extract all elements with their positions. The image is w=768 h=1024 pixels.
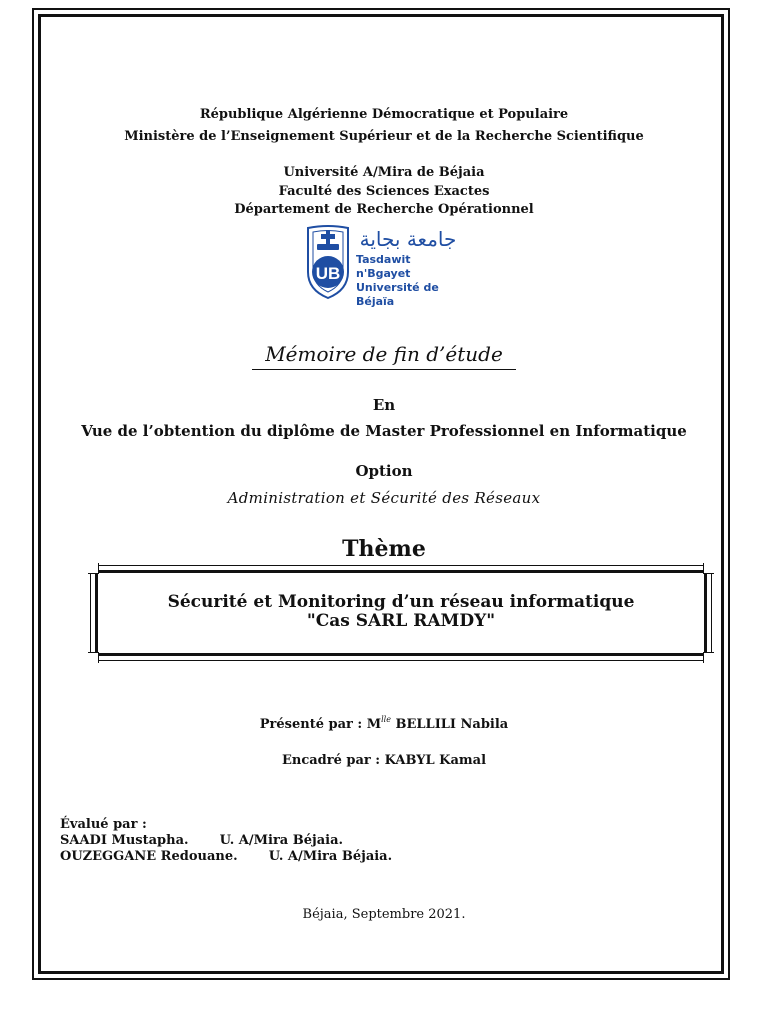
supervised-by: Encadré par : KABYL Kamal — [281, 753, 487, 768]
jury-member — [60, 849, 392, 865]
jury-member-name: OUZEGGANE Redouane. — [60, 849, 238, 864]
jury-member — [60, 833, 392, 849]
faculty-line: Faculté des Sciences Exactes — [278, 184, 490, 199]
diploma-purpose: Vue de l’obtention du diplôme de Master Professionnel en Informatique — [81, 422, 687, 440]
university-logo — [304, 224, 460, 308]
logo-french: Université de Béjaïa — [356, 281, 439, 308]
corner-ornament — [703, 563, 714, 574]
jury-block — [60, 817, 392, 865]
presented-title-sup: lle — [381, 715, 391, 724]
jury-member-affiliation: U. A/Mira Béjaia. — [219, 833, 344, 848]
logo-arabic: جامعة بجاية — [359, 227, 457, 251]
department-line: Département de Recherche Opérationnel — [234, 202, 534, 217]
ministry-line: Ministère de l’Enseignement Supérieur et de la Recherche Scientifique — [124, 129, 644, 144]
theme-box — [90, 565, 712, 661]
republic-line: République Algérienne Démocratique et Populaire — [199, 107, 569, 122]
jury-label: Évalué par : — [60, 817, 147, 832]
place-date: Béjaia, Septembre 2021. — [302, 907, 466, 922]
option-label: Option — [355, 462, 413, 480]
theme-line-1: Sécurité et Monitoring d’un réseau informatique — [167, 592, 635, 612]
option-value: Administration et Sécurité des Réseaux — [227, 489, 541, 507]
corner-ornament — [88, 563, 99, 574]
en-label: En — [372, 396, 396, 414]
emblem-letters: UB — [315, 264, 341, 283]
corner-ornament — [703, 652, 714, 663]
logo-berber: Tasdawit n'Bgayet — [356, 253, 411, 280]
jury-member-affiliation: U. A/Mira Béjaia. — [268, 849, 393, 864]
jury-member-name: SAADI Mustapha. — [60, 833, 189, 848]
corner-ornament — [88, 652, 99, 663]
university-line: Université A/Mira de Béjaia — [283, 165, 485, 180]
presented-prefix: Présenté par : M — [259, 717, 382, 732]
memoire-title: Mémoire de fin d’étude — [252, 340, 516, 370]
presented-by — [0, 715, 768, 732]
theme-label: Thème — [342, 536, 426, 562]
presented-name: BELLILI Nabila — [395, 717, 509, 732]
theme-line-2: "Cas SARL RAMDY" — [306, 611, 496, 631]
